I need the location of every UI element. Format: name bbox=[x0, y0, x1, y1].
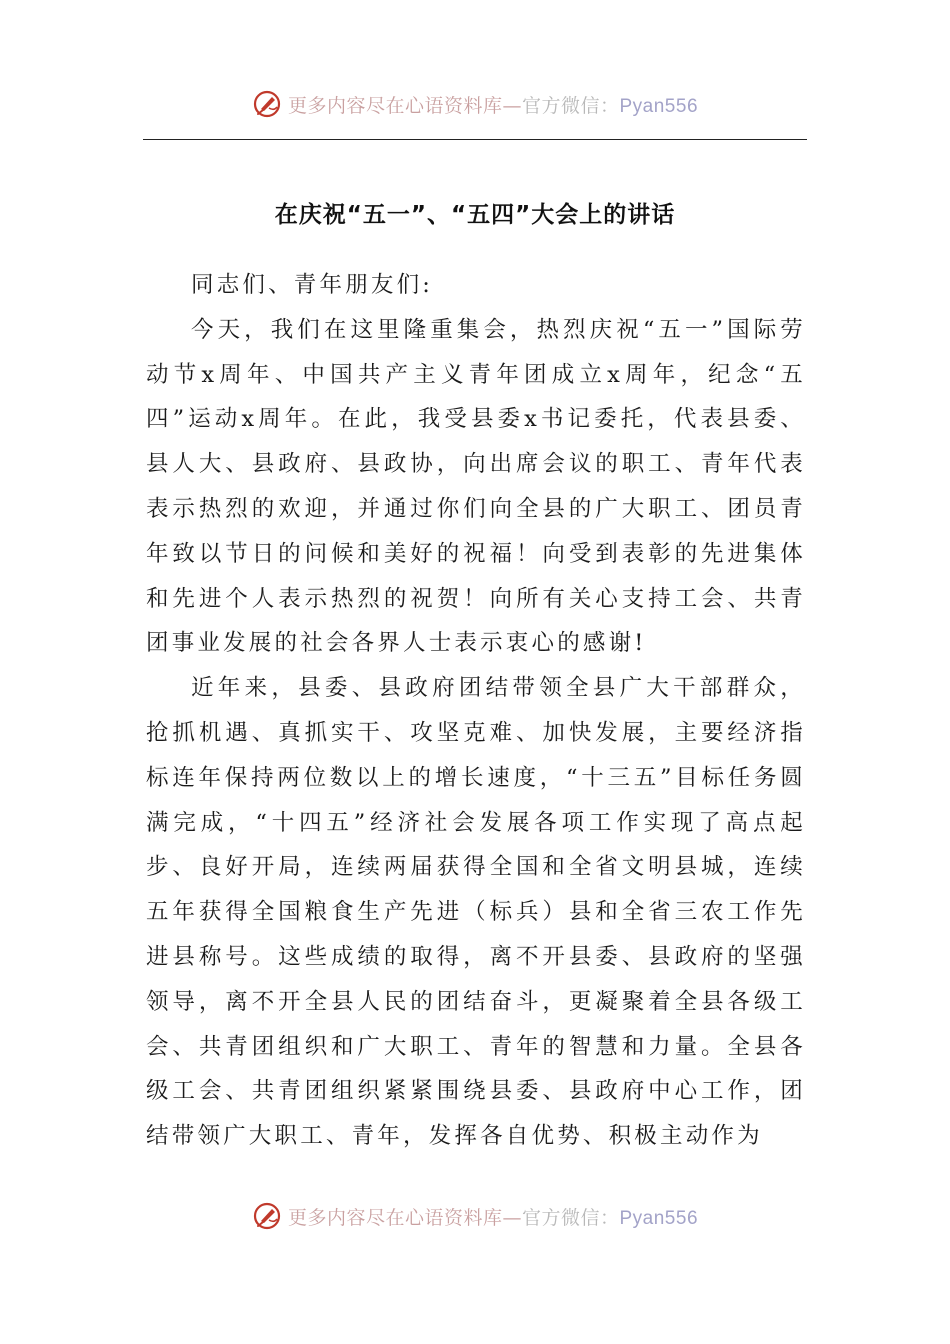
logo-icon bbox=[252, 89, 282, 119]
logo-icon bbox=[252, 1201, 282, 1231]
footer-banner-text: 更多内容尽在心语资料库—官方微信：Pyan556 bbox=[287, 1206, 699, 1229]
salutation: 同志们、青年朋友们: bbox=[191, 272, 434, 298]
header-banner-text: 更多内容尽在心语资料库—官方微信：Pyan556 bbox=[287, 94, 699, 117]
header-rule bbox=[143, 139, 807, 140]
document-body bbox=[146, 263, 806, 1159]
document-title: 在庆祝“五一”、“五四”大会上的讲话 bbox=[274, 202, 676, 228]
paragraph-2: 近年来，县委、县政府团结带领全县广大干部群众，抢抓机遇、真抓实干、攻坚克难、加快发展，主要经济指标连年保持两位数以上的增长速度，“十三五”目标任务圆满完成，“十四五”经济社会发展各项工作实现了高点起步、良好开局，连续两届获得全国和全省文明县城，连续五年获得全国粮食生产先进（标兵）县和全省三农工作先进县称号。这些成绩的取得，离不开县委、县政府的坚强领导，离不开全县人民的团结奋斗，更凝聚着全县各级工会、共青团组织和广大职工、青年的智慧和力量。全县各级工会、共青团组织紧紧围绕县委、县政府中心工作，团结带领广大职工、青年，发挥各自优势、积极主动作为 bbox=[146, 675, 806, 1150]
paragraph-1: 今天，我们在这里隆重集会，热烈庆祝“五一”国际劳动节x周年、中国共产主义青年团成立x周年，纪念“五四”运动x周年。在此，我受县委x书记委托，代表县委、县人大、县政府、县政协，向出席会议的职工、青年代表表示热烈的欢迎，并通过你们向全县的广大职工、团员青年致以节日的问候和美好的祝福！向受到表彰的先进集体和先进个人表示热烈的祝贺！向所有关心支持工会、共青团事业发展的社会各界人士表示衷心的感谢! bbox=[146, 316, 806, 657]
footer-banner bbox=[0, 1196, 950, 1236]
header-banner bbox=[0, 84, 950, 124]
